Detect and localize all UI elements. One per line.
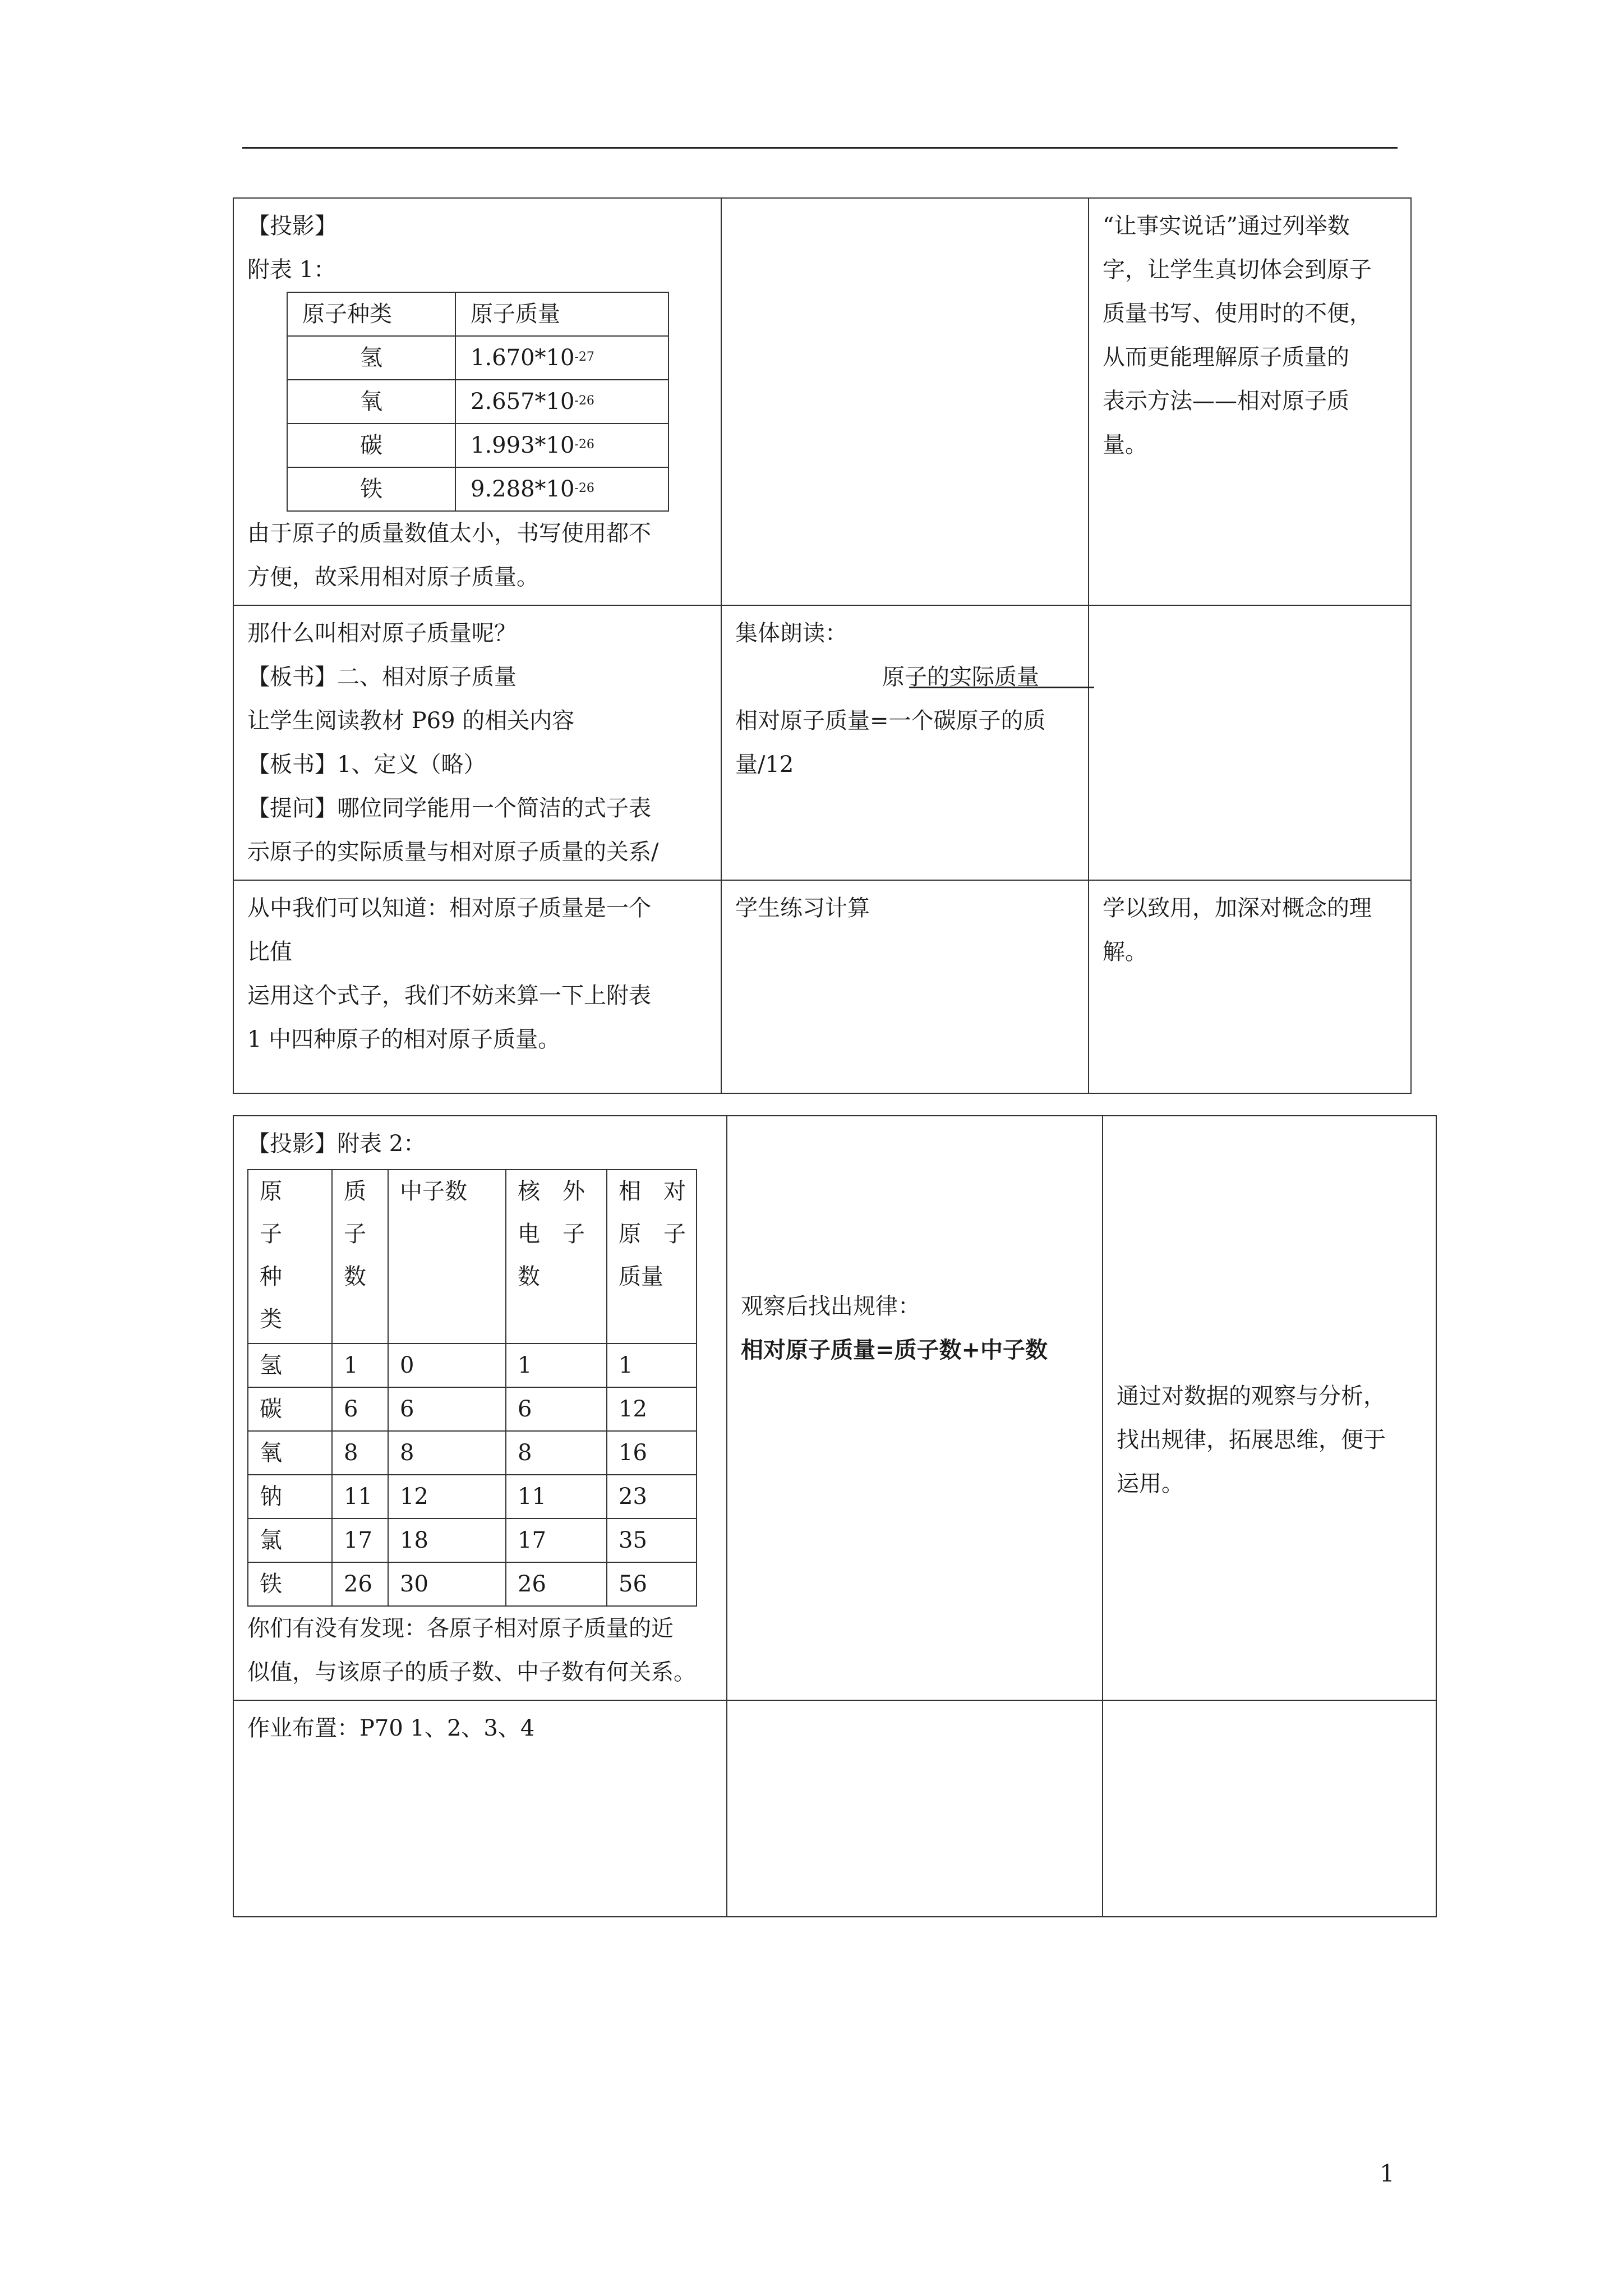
table1-row-projection — [233, 198, 1411, 605]
text-line: 从中我们可以知道：相对原子质量是一个 — [247, 895, 651, 921]
header-electron-count: 核 外 电 子 数 — [506, 1170, 607, 1343]
atomic-structure-row — [248, 1519, 697, 1562]
cell: 6 — [332, 1387, 388, 1431]
text-line: 让学生阅读教材 P69 的相关内容 — [247, 708, 575, 734]
formula-numerator — [735, 655, 1075, 699]
text-line: 【板书】二、相对原子质量 — [247, 664, 517, 690]
table2-row1-activity-cell — [233, 1116, 727, 1700]
atomic-mass-table — [287, 292, 669, 512]
table2-row2-intent-cell — [1103, 1700, 1436, 1917]
atomic-mass-row — [287, 467, 668, 511]
cell: 56 — [607, 1562, 697, 1606]
element-name: 铁 — [287, 467, 455, 511]
table1-row1-activity-cell — [233, 198, 721, 605]
cell: 1 — [506, 1343, 607, 1387]
cell: 6 — [506, 1387, 607, 1431]
text-line: 方便，故采用相对原子质量。 — [247, 564, 539, 590]
text-line: “让事实说话”通过列举数 — [1103, 213, 1350, 239]
element-mass: $1.670*10^{-27}$ — [455, 336, 668, 380]
cell: 氯 — [248, 1519, 332, 1562]
header-atom-type: 原 子 种 类 — [248, 1170, 332, 1343]
text-line: 从而更能理解原子质量的 — [1103, 344, 1349, 370]
cell: 钠 — [248, 1475, 332, 1519]
cell: 11 — [332, 1475, 388, 1519]
cell: 铁 — [248, 1562, 332, 1606]
table1-row3-student-cell — [721, 880, 1089, 1093]
table1-row-calculation — [233, 880, 1411, 1093]
element-mass: $2.657*10^{-26}$ — [455, 380, 668, 424]
element-mass: $1.993*10^{-26}$ — [455, 424, 668, 467]
text-line: 【板书】1、定义（略） — [247, 752, 486, 777]
table1-row3-activity-cell — [233, 880, 721, 1093]
text-line: 通过对数据的观察与分析， — [1117, 1383, 1386, 1409]
text-line: 比值 — [247, 939, 292, 965]
cell: 氧 — [248, 1431, 332, 1475]
projection-heading: 【投影】附表 2： — [247, 1131, 426, 1157]
atomic-structure-header-row — [248, 1170, 697, 1343]
cell: 12 — [607, 1387, 697, 1431]
atomic-structure-row — [248, 1387, 697, 1431]
text-line: 解。 — [1103, 939, 1147, 965]
table2-row1-intent-cell — [1103, 1116, 1436, 1700]
cell: 氢 — [248, 1343, 332, 1387]
atomic-mass-row — [287, 380, 668, 424]
table1-row2-student-cell — [721, 605, 1089, 880]
element-mass: $9.288*10^{-26}$ — [455, 467, 668, 511]
cell: 12 — [388, 1475, 506, 1519]
cell: 16 — [607, 1431, 697, 1475]
cell: 8 — [388, 1431, 506, 1475]
table2-row1-student-cell — [727, 1116, 1103, 1700]
text-line: 示原子的实际质量与相对原子质量的关系/ — [247, 839, 659, 865]
table2-row2-activity-cell — [233, 1700, 727, 1917]
atomic-structure-row — [248, 1475, 697, 1519]
text-line: 1 中四种原子的相对原子质量。 — [247, 1027, 561, 1052]
table1-row1-student-cell — [721, 198, 1089, 605]
text-line: 质量书写、使用时的不便， — [1103, 301, 1372, 326]
header-relative-mass: 相 对 原 子 质量 — [607, 1170, 697, 1343]
text-line: 由于原子的质量数值太小，书写使用都不 — [247, 521, 651, 546]
text-line: 学生练习计算 — [735, 895, 870, 921]
lesson-table-1 — [233, 197, 1412, 1094]
text-line: 似值，与该原子的质子数、中子数有何关系。 — [247, 1659, 696, 1685]
cell: 26 — [332, 1562, 388, 1606]
table1-row1-intent-cell — [1089, 198, 1411, 605]
header-rule — [242, 147, 1398, 149]
text-line: 那什么叫相对原子质量呢？ — [247, 620, 517, 646]
element-name: 氢 — [287, 336, 455, 380]
text-line: 学以致用，加深对概念的理 — [1103, 895, 1372, 921]
projection-heading: 【投影】 — [247, 213, 337, 239]
text-line: 【提问】哪位同学能用一个简洁的式子表 — [247, 795, 651, 821]
cell: 1 — [332, 1343, 388, 1387]
cell: 6 — [388, 1387, 506, 1431]
table2-row2-student-cell — [727, 1700, 1103, 1917]
atomic-structure-row — [248, 1431, 697, 1475]
header-proton-count: 质 子 数 — [332, 1170, 388, 1343]
table1-row3-intent-cell — [1089, 880, 1411, 1093]
header-neutron-count: 中子数 — [388, 1170, 506, 1343]
cell: 0 — [388, 1343, 506, 1387]
appendix-1-label: 附表 1： — [247, 257, 336, 283]
formula-line: 相对原子质量=一个碳原子的质 — [735, 708, 1046, 734]
mass-rule: 相对原子质量=质子数+中子数 — [741, 1337, 1048, 1363]
formula-numerator-text: 原子的实际质量 — [882, 664, 1039, 690]
text-line: 量。 — [1103, 432, 1147, 458]
cell: 17 — [332, 1519, 388, 1562]
atomic-mass-row — [287, 424, 668, 467]
table1-row-definition — [233, 605, 1411, 880]
table2-row-homework — [233, 1700, 1436, 1917]
cell: 碳 — [248, 1387, 332, 1431]
text-line: 运用。 — [1117, 1471, 1184, 1497]
cell: 30 — [388, 1562, 506, 1606]
cell: 8 — [506, 1431, 607, 1475]
cell: 1 — [607, 1343, 697, 1387]
cell: 26 — [506, 1562, 607, 1606]
lesson-table-2 — [233, 1115, 1437, 1917]
observation-label: 观察后找出规律： — [741, 1294, 920, 1319]
choral-reading-label: 集体朗读： — [735, 620, 847, 646]
cell: 23 — [607, 1475, 697, 1519]
table1-row2-activity-cell — [233, 605, 721, 880]
element-name: 氧 — [287, 380, 455, 424]
atomic-mass-row — [287, 336, 668, 380]
table1-row2-intent-cell — [1089, 605, 1411, 880]
cell: 11 — [506, 1475, 607, 1519]
text-line: 表示方法——相对原子质 — [1103, 388, 1349, 414]
table2-row-projection — [233, 1116, 1436, 1700]
formula-line: 量/12 — [735, 752, 794, 777]
page-number: 1 — [1380, 2160, 1395, 2187]
fraction-bar — [909, 687, 1094, 688]
header-atom-type: 原子种类 — [287, 292, 455, 336]
cell: 8 — [332, 1431, 388, 1475]
header-atom-mass: 原子质量 — [455, 292, 668, 336]
atomic-structure-row — [248, 1343, 697, 1387]
text-line: 字，让学生真切体会到原子 — [1103, 257, 1372, 283]
homework-text: 作业布置：P70 1、2、3、4 — [247, 1715, 535, 1741]
atomic-mass-header-row — [287, 292, 668, 336]
element-name: 碳 — [287, 424, 455, 467]
cell: 18 — [388, 1519, 506, 1562]
atomic-structure-row — [248, 1562, 697, 1606]
cell: 35 — [607, 1519, 697, 1562]
text-line: 你们有没有发现：各原子相对原子质量的近 — [247, 1616, 674, 1641]
atomic-structure-table — [247, 1169, 697, 1607]
cell: 17 — [506, 1519, 607, 1562]
text-line: 运用这个式子，我们不妨来算一下上附表 — [247, 983, 651, 1009]
text-line: 找出规律，拓展思维，便于 — [1117, 1427, 1386, 1453]
